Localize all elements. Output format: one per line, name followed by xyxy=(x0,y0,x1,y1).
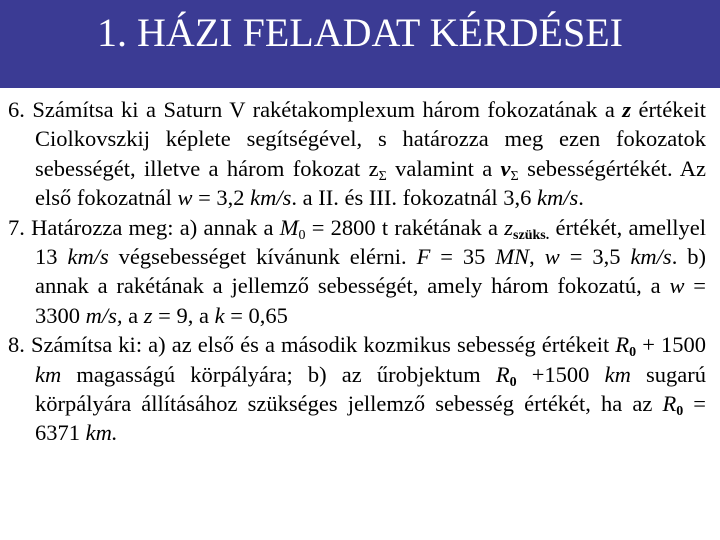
question-number: 6. xyxy=(8,97,25,122)
question-text: Számítsa ki a Saturn V rakétakomplexum három fokozatának a xyxy=(32,97,623,122)
math-subscript: 0 xyxy=(509,374,517,390)
math-variable: R xyxy=(662,391,677,417)
math-variable: z xyxy=(622,97,632,122)
question-text: +1500 xyxy=(516,361,605,387)
math-variable: R xyxy=(495,361,510,387)
math-variable: v xyxy=(500,155,511,181)
math-variable: F xyxy=(416,244,431,270)
question-text: = 35 xyxy=(430,244,496,270)
question-7 xyxy=(8,213,706,331)
question-list xyxy=(8,95,706,448)
question-text: . xyxy=(578,185,584,211)
question-text: . b) annak a rakétának a jellemző sebességét, amely három fokozatú, a xyxy=(35,244,707,299)
question-text: Határozza meg: a) annak a xyxy=(31,214,280,240)
question-text: . a II. és III. fokozatnál 3,6 xyxy=(291,185,537,211)
math-variable: M xyxy=(279,214,299,240)
unit-label: km xyxy=(35,361,62,387)
question-text: értékeit Ciolkovszkij képlete segítségével, s határozza meg ezen fokozatok sebességét, illetve a három fokozat xyxy=(35,97,706,181)
math-subscript: 0 xyxy=(629,345,637,361)
question-text: = 6371 xyxy=(35,391,706,446)
question-text: valamint a xyxy=(386,155,501,181)
unit-label: km/s xyxy=(250,185,292,211)
question-text: , xyxy=(529,244,545,270)
question-number: 7. xyxy=(8,214,25,240)
math-subscript: Σ xyxy=(378,168,387,184)
unit-label: km/s xyxy=(536,185,579,211)
question-text: = 3300 xyxy=(35,273,706,328)
math-variable: z xyxy=(368,155,379,181)
question-text: sugarú körpályára állításához szükséges jellemző sebesség értékét, ha az xyxy=(35,361,706,417)
math-variable: R xyxy=(615,332,630,358)
math-variable: k xyxy=(214,302,225,328)
math-subscript: 0 xyxy=(298,227,306,243)
question-8 xyxy=(8,330,706,448)
question-text: = 2800 t rakétának a xyxy=(305,214,505,240)
math-variable: w xyxy=(669,273,685,299)
math-subscript: 0 xyxy=(676,404,684,420)
math-subscript: Σ xyxy=(510,168,519,184)
slide-title: 1. HÁZI FELADAT KÉRDÉSEI xyxy=(97,10,623,55)
question-text: a xyxy=(122,302,144,328)
question-6 xyxy=(8,95,706,213)
math-subscript: szüks. xyxy=(513,227,550,243)
question-text: magasságú körpályára; b) az űrobjektum xyxy=(61,361,496,387)
math-variable: z xyxy=(143,302,153,328)
unit-label: km. xyxy=(85,420,118,446)
math-variable: z xyxy=(504,214,514,240)
math-variable: w xyxy=(177,185,193,211)
question-text: = 9, a xyxy=(152,302,215,328)
unit-label: km/s xyxy=(630,244,672,270)
question-text: + 1500 xyxy=(636,332,707,358)
math-variable: w xyxy=(544,244,560,270)
unit-label: MN xyxy=(495,244,530,270)
unit-label: km xyxy=(604,361,631,387)
unit-label: m/s, xyxy=(85,302,123,328)
question-text: = 0,65 xyxy=(224,302,288,328)
question-text: = 3,5 xyxy=(559,244,631,270)
question-number: 8. xyxy=(8,332,25,358)
question-text: = 3,2 xyxy=(192,185,251,211)
question-text: sebességértékét. Az első fokozatnál xyxy=(35,155,706,211)
question-text: végsebességet kívánunk elérni. xyxy=(108,244,417,270)
unit-label: km/s xyxy=(67,244,109,270)
title-bar xyxy=(0,0,720,88)
content-area xyxy=(0,88,720,540)
question-text: értékét, amellyel 13 xyxy=(35,214,707,270)
question-text: Számítsa ki: a) az első és a második kozmikus sebesség értékeit xyxy=(30,332,616,358)
